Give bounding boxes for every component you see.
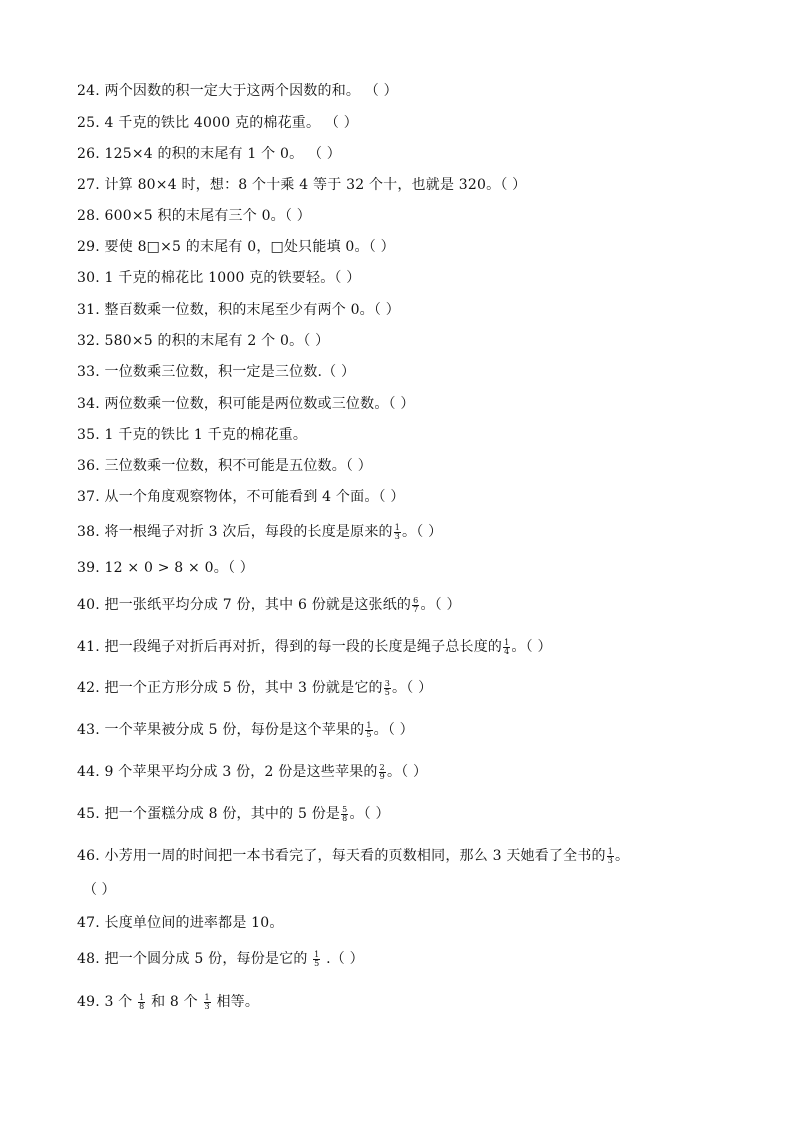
question-text: 38. 将一根绳子对折 3 次后，每段的长度是原来的 (77, 524, 393, 540)
fraction-denominator: 5 (366, 729, 372, 739)
fraction (204, 994, 211, 1011)
question-q40 (77, 595, 757, 615)
fraction-numerator: 1 (366, 720, 372, 730)
question-q43 (77, 720, 757, 740)
question-q28 (77, 206, 757, 226)
question-text: 28. 600×5 积的末尾有三个 0。（ ） (77, 208, 311, 224)
fraction-numerator: 1 (139, 992, 145, 1002)
question-q26 (77, 144, 757, 164)
fraction (384, 680, 391, 697)
question-text: 35. 1 千克的铁比 1 千克的棉花重。 (77, 427, 308, 443)
question-text: 36. 三位数乘一位数，积不可能是五位数。（ ） (77, 458, 372, 474)
question-q49 (77, 992, 757, 1012)
fraction-denominator: 8 (342, 813, 348, 823)
question-q46 (77, 846, 757, 866)
question-text: 27. 计算 80×4 时，想：8 个十乘 4 等于 32 个十，也就是 320。（ ） (77, 177, 527, 193)
fraction-numerator: 2 (379, 762, 385, 772)
question-q33 (77, 362, 757, 382)
question-text: 。（ ） (511, 639, 552, 655)
fraction-denominator: 4 (504, 646, 510, 656)
question-text: 26. 125×4 的积的末尾有 1 个 0。 （ ） (77, 146, 341, 162)
question-q24 (77, 81, 757, 101)
fraction-denominator: 3 (607, 855, 614, 865)
fraction-numerator: 3 (384, 678, 391, 688)
question-text: 33. 一位数乘三位数，积一定是三位数.（ ） (77, 364, 356, 380)
fraction-numerator: 6 (413, 595, 419, 605)
question-q41 (77, 637, 757, 657)
question-q39 (77, 558, 757, 578)
question-text: .（ ） (321, 951, 364, 967)
question-text: 。（ ） (392, 680, 433, 696)
question-q38 (77, 522, 757, 542)
question-text: 25. 4 千克的铁比 4000 克的棉花重。 （ ） (77, 115, 358, 131)
fraction-numerator: 5 (342, 804, 348, 814)
question-q47 (77, 913, 757, 933)
question-text: 44. 9 个苹果平均分成 3 份，2 份是这些苹果的 (77, 764, 378, 780)
fraction-numerator: 1 (607, 846, 614, 856)
fraction-denominator: 9 (379, 771, 385, 781)
question-text: 31. 整百数乘一位数，积的末尾至少有两个 0。（ ） (77, 302, 400, 318)
question-q36 (77, 456, 757, 476)
question-q45 (77, 804, 757, 824)
question-text: 。（ ） (402, 524, 443, 540)
fraction-numerator: 1 (314, 949, 320, 959)
fraction (365, 722, 372, 739)
question-text: 。（ ） (373, 722, 414, 738)
question-text: 24. 两个因数的积一定大于这两个因数的和。 （ ） (77, 83, 398, 99)
question-text: 37. 从一个角度观察物体，不可能看到 4 个面。（ ） (77, 489, 405, 505)
question-text: 和 8 个 (146, 994, 203, 1010)
question-q29 (77, 237, 757, 257)
question-text: 相等。 (211, 994, 260, 1010)
question-text: 32. 580×5 的积的末尾有 2 个 0。（ ） (77, 333, 330, 349)
fraction-denominator: 3 (204, 1001, 210, 1011)
question-q35 (77, 425, 757, 445)
fraction-numerator: 1 (504, 637, 510, 647)
fraction (394, 524, 401, 541)
question-q32 (77, 331, 757, 351)
question-text: 34. 两位数乘一位数，积可能是两位数或三位数。（ ） (77, 396, 415, 412)
question-text: 48. 把一个圆分成 5 份，每份是它的 (77, 951, 313, 967)
question-text: 41. 把一段绳子对折后再对折，得到的每一段的长度是绳子总长度的 (77, 639, 503, 655)
question-text: 40. 把一张纸平均分成 7 份，其中 6 份就是这张纸的 (77, 597, 412, 613)
question-text: 46. 小芳用一周的时间把一本书看完了，每天看的页数相同，那么 3 天她看了全书的 (77, 848, 606, 864)
question-q42 (77, 678, 757, 698)
fraction (341, 806, 348, 823)
question-text: 39. 12 × 0 > 8 × 0。（ ） (77, 560, 254, 576)
fraction-denominator: 3 (394, 531, 401, 541)
fraction (313, 951, 320, 968)
question-text: 。（ ） (386, 764, 428, 780)
fraction-numerator: 1 (394, 522, 401, 532)
question-text: 30. 1 千克的棉花比 1000 克的铁要轻。（ ） (77, 270, 361, 286)
question-q37 (77, 487, 757, 507)
question-text: 45. 把一个蛋糕分成 8 份，其中的 5 份是 (77, 806, 341, 822)
question-text: 42. 把一个正方形分成 5 份，其中 3 份就是它的 (77, 680, 383, 696)
question-q30 (77, 268, 757, 288)
fraction (412, 597, 419, 614)
fraction-numerator: 1 (204, 992, 210, 1002)
fraction-denominator: 5 (384, 687, 391, 697)
fraction (379, 764, 386, 781)
question-text: 47. 长度单位间的进率都是 10。 (77, 915, 284, 931)
question-text: 。（ ） (420, 597, 461, 613)
question-q27 (77, 175, 757, 195)
fraction-denominator: 5 (314, 958, 320, 968)
fraction-denominator: 8 (139, 1001, 145, 1011)
question-q34 (77, 394, 757, 414)
fraction (607, 848, 614, 865)
question-q31 (77, 300, 757, 320)
question-text: 29. 要使 8□×5 的末尾有 0，□处只能填 0。（ ） (77, 239, 395, 255)
question-q46c (83, 880, 115, 900)
question-text: 。（ ） (349, 806, 390, 822)
question-text: （ ） (83, 882, 116, 898)
question-text: 。 (615, 848, 630, 864)
fraction (138, 994, 145, 1011)
question-q44 (77, 762, 757, 782)
fraction (503, 639, 510, 656)
fraction-denominator: 7 (413, 604, 419, 614)
question-text: 43. 一个苹果被分成 5 份，每份是这个苹果的 (77, 722, 365, 738)
question-q25 (77, 113, 757, 133)
question-q48 (77, 949, 757, 969)
question-text: 49. 3 个 (77, 994, 138, 1010)
